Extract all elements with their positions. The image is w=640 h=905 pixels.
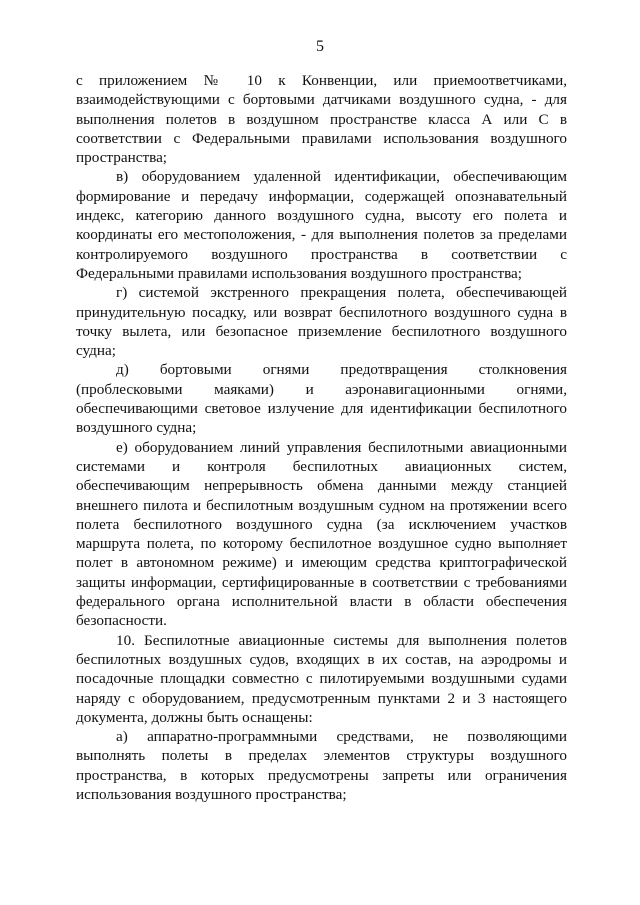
paragraph-item-v: в) оборудованием удаленной идентификации, обеспечивающим формирование и передачу информации, содержащей опознавательный индекс, категорию данного воздушного судна, высоту его полета и координаты его местоположения, - для выполнения полетов за пределами контролируемого воздушного пространства в соответствии с Федеральными правилами использования воздушного пространства;	[76, 168, 567, 282]
document-body	[76, 71, 567, 804]
paragraph-clause-10: 10. Беспилотные авиационные системы для выполнения полетов беспилотных воздушных судов, входящих в их состав, на аэродромы и посадочные площадки совместно с пилотируемыми воздушными судами наряду с оборудованием, предусмотренным пунктами 2 и 3 настоящего документа, должны быть оснащены:	[76, 631, 567, 726]
paragraph-item-d: д) бортовыми огнями предотвращения столкновения (проблесковыми маяками) и аэронавигационными огнями, обеспечивающими световое излучение для идентификации беспилотного воздушного судна;	[76, 361, 567, 437]
paragraph-item-a: а) аппаратно-программными средствами, не позволяющими выполнять полеты в пределах элементов структуры воздушного пространства, в которых предусмотрены запреты или ограничения использования воздушного пространства;	[76, 728, 567, 803]
paragraph-continuation: с приложением № 10 к Конвенции, или приемоответчиками, взаимодействующими с бортовыми датчиками воздушного судна, - для выполнения полетов в воздушном пространстве класса А или С в соответствии с Федеральными правилами использования воздушного пространства;	[76, 72, 567, 167]
page-number: 5	[316, 38, 324, 55]
paragraph-item-e: е) оборудованием линий управления беспилотными авиационными системами и контроля беспилотных авиационных систем, обеспечивающим непрерывность обмена данными между станцией внешнего пилота и беспилотным воздушным судном на протяжении всего полета беспилотного воздушного судна (за исключением участков маршрута полета, по которому беспилотное воздушное судно выполняет полет в автономном режиме) и имеющим средства криптографической защиты информации, сертифицированные в соответствии с требованиями федерального органа исполнительной власти в области обеспечения безопасности.	[76, 438, 567, 630]
paragraph-item-g: г) системой экстренного прекращения полета, обеспечивающей принудительную посадку, или возврат беспилотного воздушного судна в точку вылета, или безопасное приземление беспилотного воздушного судна;	[76, 284, 567, 360]
